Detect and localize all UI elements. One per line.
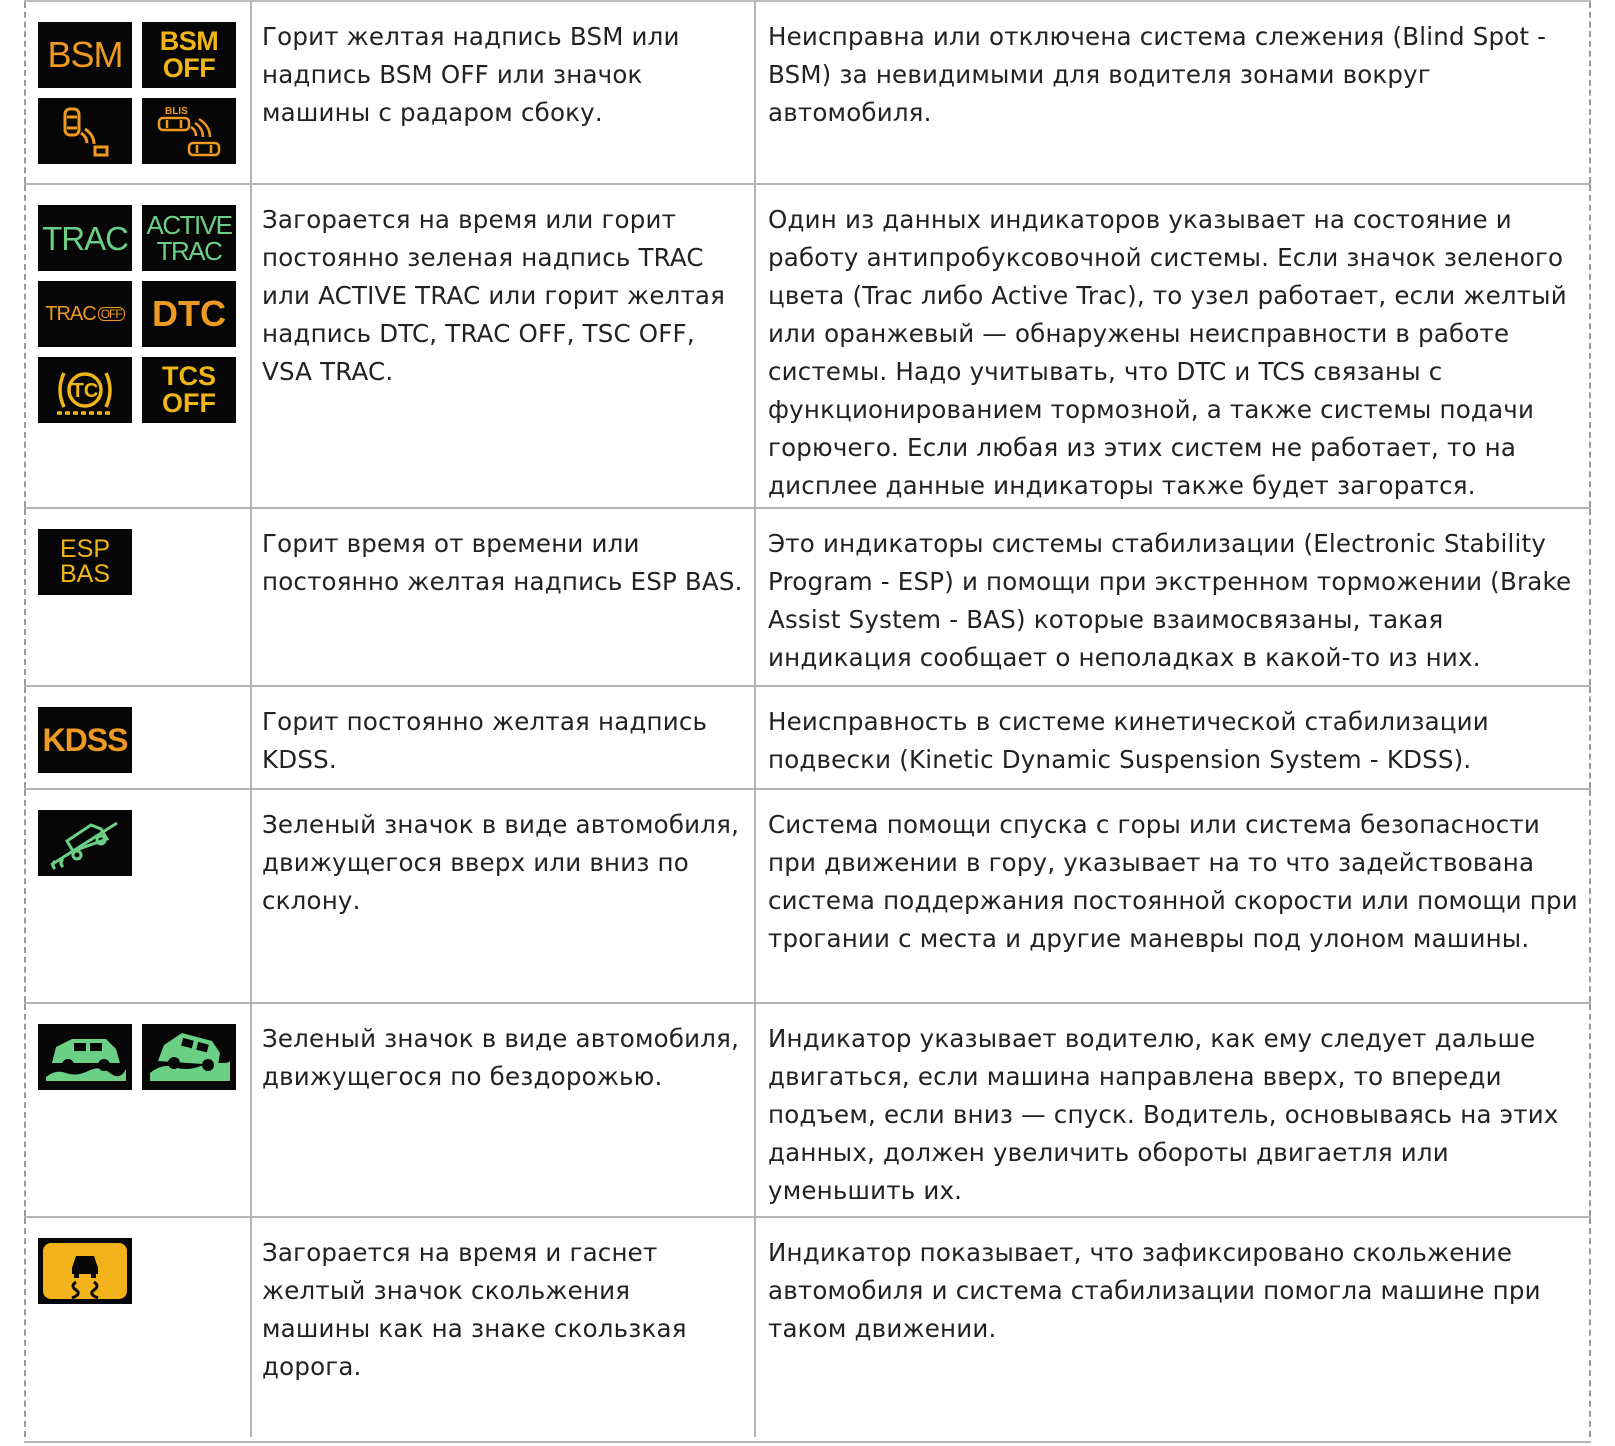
condition-text: Горит время от времени или постоянно желтая надпись ESP BAS.: [262, 529, 743, 596]
offroad-flat-icon: [38, 1024, 132, 1090]
description-text: Неисправна или отключена система слежения (Blind Spot - BSM) за невидимыми для водителя зонами вокруг автомобиля.: [768, 22, 1547, 127]
condition-text: Загорается на время и гаснет желтый значок скольжения машины как на знаке скользкая дорога.: [262, 1238, 687, 1381]
condition-cell: [251, 508, 755, 686]
condition-cell: [251, 1, 755, 184]
tcs-off-icon: [142, 357, 236, 423]
active-trac-icon: [142, 205, 236, 271]
condition-text: Горит желтая надпись BSM или надпись BSM OFF или значок машины с радаром сбоку.: [262, 22, 680, 127]
warning-lights-table: [24, 0, 1591, 1437]
bsm-icon: [38, 22, 132, 88]
condition-text: Загорается на время или горит постоянно зеленая надпись TRAC или ACTIVE TRAC или горит желтая надпись DTC, TRAC OFF, TSC OFF, VSA TRAC.: [262, 205, 726, 386]
table-bottom-border: [24, 1441, 1591, 1443]
tcs-off-line1: TCS: [162, 361, 216, 391]
table-row: [25, 1003, 1590, 1217]
active-trac-line2: TRAC: [156, 236, 222, 266]
icon-cell: [25, 686, 251, 789]
description-cell: [755, 184, 1590, 508]
table-row: [25, 1, 1590, 184]
skid-car-icon: [38, 1238, 132, 1304]
kdss-icon: [38, 707, 132, 773]
kdss-label: KDSS: [42, 722, 128, 758]
icon-cell: [25, 508, 251, 686]
bsm-car-radar-icon: [38, 98, 132, 164]
bsm-off-line1: BSM: [159, 26, 219, 56]
hill-descent-icon: [38, 810, 132, 876]
icon-cell: [25, 1003, 251, 1217]
esp-bas-icon: [38, 529, 132, 595]
description-text: Это индикаторы системы стабилизации (Electronic Stability Program - ESP) и помощи при экстренном торможении (Brake Assist System - BAS) которые взаимосвязаны, такая индикация сообщает о неполадках в какой-то из них.: [768, 529, 1572, 672]
blis-text: BLIS: [165, 106, 188, 117]
condition-cell: [251, 184, 755, 508]
blis-car-radar-icon: [142, 98, 236, 164]
active-trac-line1: ACTIVE: [146, 210, 232, 240]
description-text: Система помощи спуска с горы или система безопасности при движении в гору, указывает на то что задействована система поддержания постоянной скорости или помощи при трогании с места и другие маневры под улоном машины.: [768, 810, 1578, 953]
table-row: [25, 1217, 1590, 1437]
offroad-incline-icon: [142, 1024, 236, 1090]
table-row: [25, 789, 1590, 1003]
description-cell: [755, 1, 1590, 184]
description-cell: [755, 1217, 1590, 1437]
description-text: Индикатор указывает водителю, как ему следует дальше двигаться, если машина направлена вверх, то впереди подъем, если вниз — спуск. Водитель, основываясь на этих данных, должен увеличить обороты двигаетля или уменьшить их.: [768, 1024, 1559, 1205]
table-row: [25, 686, 1590, 789]
condition-cell: [251, 1217, 755, 1437]
condition-text: Горит постоянно желтая надпись KDSS.: [262, 707, 708, 774]
condition-cell: [251, 789, 755, 1003]
dtc-label: DTC: [152, 293, 226, 334]
trac-off-icon: [38, 281, 132, 347]
tc-icon: [38, 357, 132, 423]
trac-off-badge: OFF: [98, 307, 125, 321]
bas-label: BAS: [59, 560, 111, 588]
tc-text: TC: [71, 380, 99, 402]
condition-text: Зеленый значок в виде автомобиля, движущегося по бездорожью.: [262, 1024, 740, 1091]
trac-off-label: TRAC: [45, 303, 96, 325]
icon-cell: [25, 1217, 251, 1437]
dtc-icon: [142, 281, 236, 347]
table-row: [25, 184, 1590, 508]
description-cell: [755, 1003, 1590, 1217]
description-text: Один из данных индикаторов указывает на состояние и работу антипробуксовочной системы. Если значок зеленого цвета (Trac либо Active Trac), то узел работает, если желтый или оранжевый — обнаружены неисправности в работе системы. Надо учитывать, что DTC и TCS связаны с функционированием тормозной, а также системы подачи горючего. Если любая из этих систем не работает, то на дисплее данные индикаторы также будет загоратся.: [768, 205, 1567, 500]
description-cell: [755, 508, 1590, 686]
bsm-off-line2: OFF: [162, 53, 216, 83]
icon-cell: [25, 789, 251, 1003]
table-row: [25, 508, 1590, 686]
bsm-label: BSM: [47, 34, 123, 75]
description-text: Индикатор показывает, что зафиксировано скольжение автомобиля и система стабилизации помогла машине при таком движении.: [768, 1238, 1541, 1343]
condition-cell: [251, 1003, 755, 1217]
condition-cell: [251, 686, 755, 789]
bsm-off-icon: [142, 22, 236, 88]
description-cell: [755, 789, 1590, 1003]
condition-text: Зеленый значок в виде автомобиля, движущегося вверх или вниз по склону.: [262, 810, 740, 915]
esp-label: ESP: [59, 535, 111, 563]
description-text: Неисправность в системе кинетической стабилизации подвески (Kinetic Dynamic Suspension System - KDSS).: [768, 707, 1489, 774]
trac-icon: [38, 205, 132, 271]
description-cell: [755, 686, 1590, 789]
trac-label: TRAC: [42, 219, 128, 257]
icon-cell: [25, 184, 251, 508]
icon-cell: [25, 1, 251, 184]
tcs-off-line2: OFF: [162, 388, 216, 418]
